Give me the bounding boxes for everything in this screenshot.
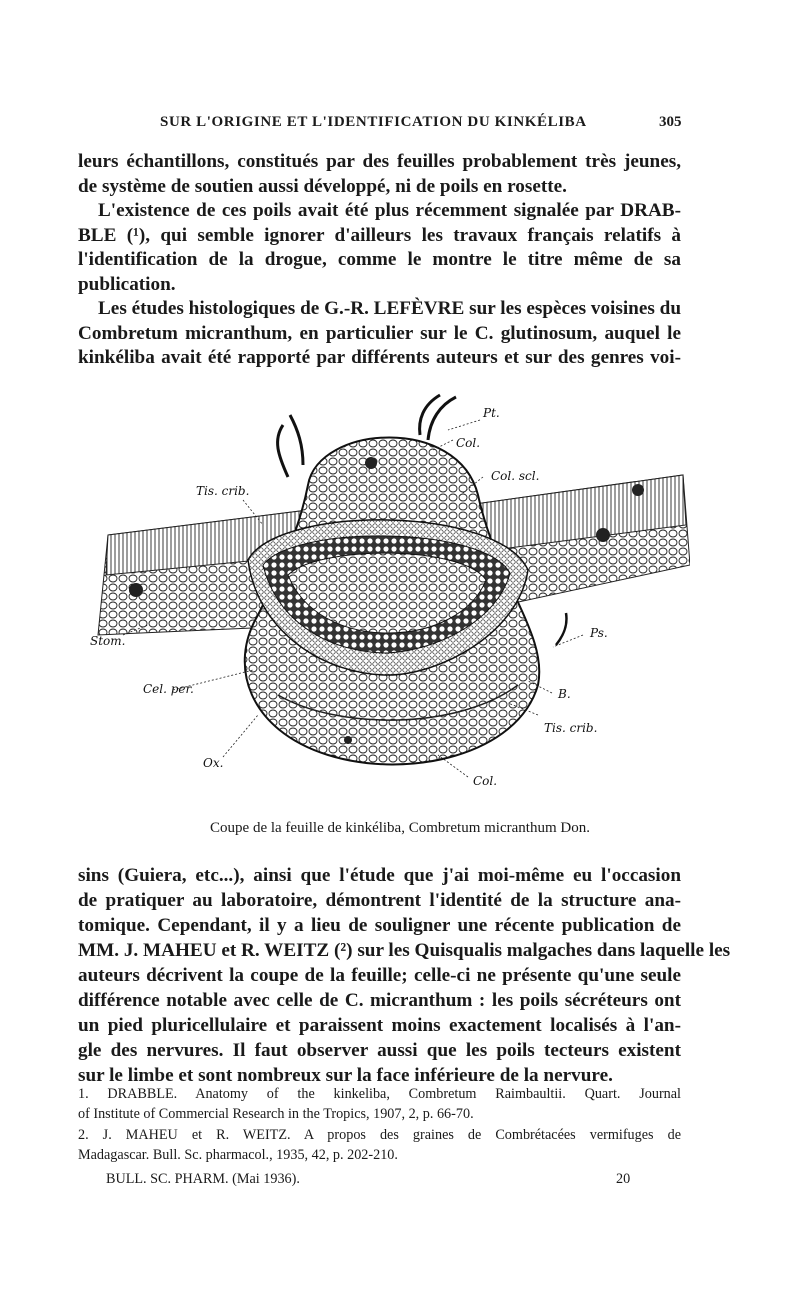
text-line: différence notable avec celle de C. micranthum : les poils sécréteurs ont [78, 990, 681, 1011]
text-line: L'existence de ces poils avait été plus récemment signalée par DRAB- [98, 200, 681, 221]
text-line: de système de soutien aussi développé, ni de poils en rosette. [78, 175, 567, 197]
text-line: gle des nervures. Il faut observer aussi que les poils tecteurs existent [78, 1040, 681, 1061]
page-number: 305 [659, 114, 682, 130]
text-line: MM. J. MAHEU et R. WEITZ (²) sur les Quisqualis malgaches dans laquelle les [78, 940, 731, 961]
text-line: sins (Guiera, etc...), ainsi que l'étude que j'ai moi-même eu l'occasion [78, 865, 681, 886]
leaf-section-figure [78, 385, 690, 805]
paragraph-continuation [78, 150, 681, 199]
paragraph-guiera [78, 863, 731, 1088]
figure-label: Cel. per. [143, 682, 194, 696]
journal-reference: BULL. SC. PHARM. (Mai 1936). [106, 1171, 300, 1187]
figure-label: Ox. [203, 756, 224, 770]
text-line: Les études histologiques de G.-R. LEFÈVRE sur les espèces voisines du [98, 298, 681, 319]
figure-label: Col. [456, 436, 481, 450]
footnote-line: Madagascar. Bull. Sc. pharmacol., 1935, 42, p. 202-210. [78, 1147, 398, 1163]
footnote-line: of Institute of Commercial Research in the Tropics, 1907, 2, p. 66-70. [78, 1106, 474, 1122]
footnote-1 [78, 1084, 681, 1124]
figure-label: Tis. crib. [544, 721, 598, 735]
footnote-line: 1. DRABBLE. Anatomy of the kinkeliba, Combretum Raimbaultii. Quart. Journal [78, 1086, 681, 1102]
text-line: BLE (¹), qui semble ignorer d'ailleurs les travaux français relatifs à [78, 224, 681, 246]
text-line: auteurs décrivent la coupe de la feuille; celle-ci ne présente qu'une seule [78, 965, 681, 986]
footnote-line: 2. J. MAHEU et R. WEITZ. A propos des graines de Combrétacées vermifuges de [78, 1127, 681, 1143]
text-line: sur le limbe et sont nombreux sur la face inférieure de la nervure. [78, 1065, 613, 1086]
figure-label: Pt. [483, 406, 500, 420]
text-line: Combretum micranthum, en particulier sur le C. glutinosum, auquel le [78, 322, 681, 344]
paragraph-drabble [78, 199, 681, 297]
text-line: publication. [78, 273, 176, 295]
figure-label: Stom. [90, 634, 126, 648]
sheet-number: 20 [616, 1171, 631, 1187]
text-line: kinkéliba avait été rapporté par différents auteurs et sur des genres voi- [78, 347, 681, 369]
figure-label: B. [558, 687, 571, 701]
running-title: SUR L'ORIGINE ET L'IDENTIFICATION DU KINKÉLIBA [160, 114, 587, 130]
figure-label: Tis. crib. [196, 484, 250, 498]
text-line: l'identification de la drogue, comme le montre le titre même de sa [78, 249, 681, 271]
figure-label: Ps. [590, 626, 608, 640]
text-line: leurs échantillons, constitués par des feuilles probablement très jeunes, [78, 151, 681, 172]
footnote-2 [78, 1125, 681, 1165]
text-line: un pied pluricellulaire et paraissent moins exactement localisés à l'an- [78, 1015, 681, 1036]
text-line: de pratiquer au laboratoire, démontrent l'identité de la structure ana- [78, 890, 681, 911]
figure-caption: Coupe de la feuille de kinkéliba, Combretum micranthum Don. [210, 820, 590, 836]
figure-label: Col. scl. [491, 469, 540, 483]
figure-label: Col. [473, 774, 498, 788]
paragraph-lefevre [78, 297, 681, 371]
text-line: tomique. Cependant, il y a lieu de souligner une récente publication de [78, 915, 681, 936]
